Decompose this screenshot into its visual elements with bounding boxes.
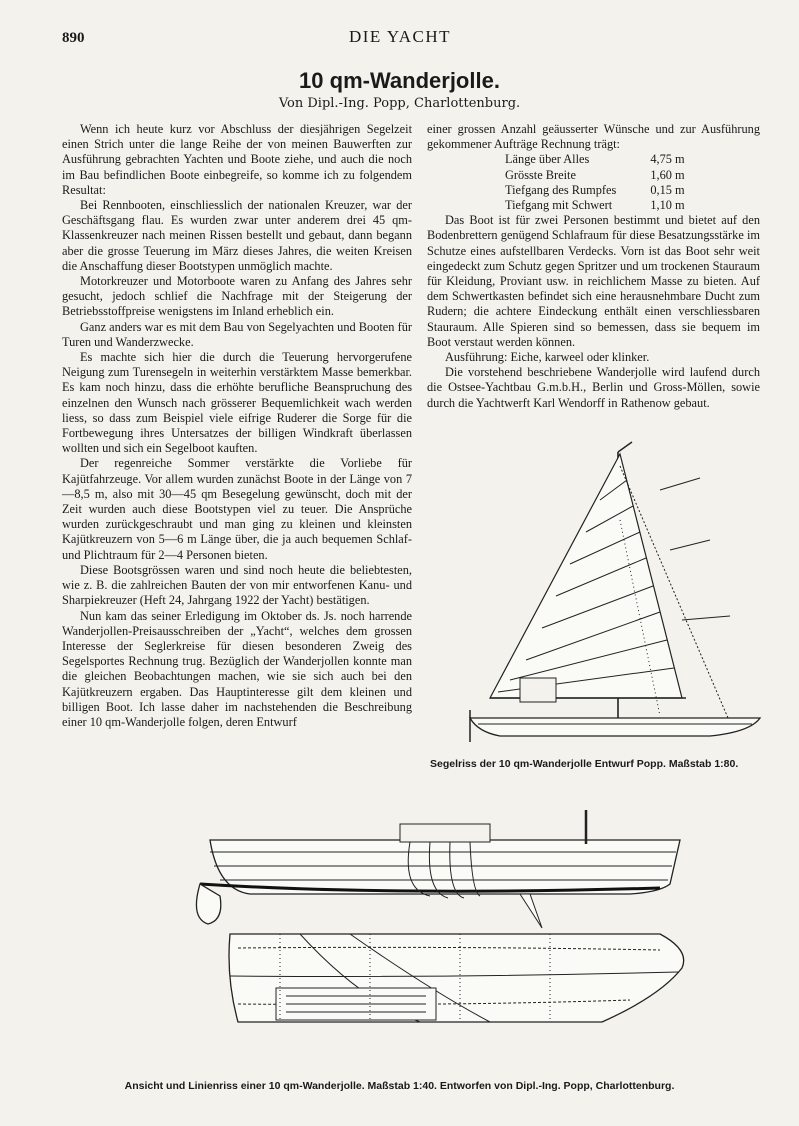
spec-value: 4,75 m (650, 152, 685, 167)
left-column (62, 122, 412, 730)
spec-label: Länge über Alles (505, 152, 590, 167)
page-number: 890 (62, 30, 85, 46)
running-title: DIE YACHT (348, 27, 452, 46)
hull-profile (210, 840, 680, 894)
paragraph: Nun kam das seiner Erledigung im Oktober ds. Js. noch harrende Wanderjollen-Preisausschreiben der „Yacht“, welches dem grossen Interesse der Seglerkreise für diesen besonderen Zweig des Segelsportes Rechnung trug. Bezüglich der Wanderjollen konnte man die gleichen Beobachtungen machen, wie sie sich auch bei den Kajütkreuzern ergaben. Das Hauptinteresse gilt dem kleinen und billigen Boot. Ich lasse daher im nachstehenden die Beschreibung einer 10 qm-Wanderjolle folgen, deren Entwurf (62, 608, 412, 729)
paragraph: Ganz anders war es mit dem Bau von Segelyachten und Booten für Turen und Wanderzwecke. (62, 319, 412, 349)
spec-value: 1,60 m (650, 167, 685, 182)
spec-value: 0,15 m (650, 182, 685, 197)
paragraph: Ausführung: Eiche, karweel oder klinker. (445, 350, 650, 365)
hull-lines-drawing (190, 800, 720, 1070)
table-row (505, 183, 685, 198)
paragraph: Diese Bootsgrössen waren und sind noch heute die beliebtesten, wie z. B. die zahlreichen Bauten der von mir entworfenen Kanu- und Sharpiekreuzer (Heft 24, Jahrgang 1922 der Yacht) bestätigen. (62, 562, 412, 608)
hull-lines-caption: Ansicht und Linienriss einer 10 qm-Wanderjolle. Maßstab 1:40. Entworfen von Dipl.-Ing. Popp, Charlottenburg. (124, 1080, 675, 1092)
paragraph: Der regenreiche Sommer verstärkte die Vorliebe für Kajütfahrzeuge. Vor allem wurden zunächst Boote in der Länge von 7—8,5 m, also mit 30—45 qm Besegelung gewünscht, doch mit der Zeit wurden auch diese Bootstypen viel zu teuer. Die Ansprüche wurden zurückgeschraubt und man ging zu kleinen und kleinsten Kajütkreuzern von 5—6 m Länge über, die ja auch bequemen Schlaf- und Plichtraum für 2—4 Personen bieten. (62, 456, 412, 562)
spec-value: 1,10 m (650, 198, 685, 213)
spec-label: Tiefgang des Rumpfes (505, 182, 617, 197)
right-column (427, 122, 760, 411)
spec-label: Grösste Breite (505, 167, 576, 182)
article-byline: Von Dipl.-Ing. Popp, Charlottenburg. (278, 96, 521, 111)
specs-table (505, 152, 685, 213)
paragraph: einer grossen Anzahl geäusserter Wünsche und zur Ausführung gekommener Aufträge Rechnung trägt: (427, 122, 760, 152)
article-title: 10 qm-Wanderjolle. (299, 68, 500, 93)
sail-plan-caption: Segelriss der 10 qm-Wanderjolle Entwurf Popp. Maßstab 1:80. (430, 758, 739, 770)
sail-plan-drawing (460, 440, 780, 750)
paragraph: Die vorstehend beschriebene Wanderjolle wird laufend durch die Ostsee-Yachtbau G.m.b.H., Berlin und Gross-Möllen, sowie durch die Yachtwerft Karl Wendorff in Rathenow gebaut. (427, 365, 760, 410)
sail-outline (490, 454, 682, 698)
paragraph: Es machte sich hier die durch die Teuerung hervorgerufene Neigung zum Turensegeln in weiterhin verstärktem Masse bemerkbar. Es kam noch hinzu, dass die erhöhte berufliche Beanspruchung des einzelnen den Wunsch nach grösserer Bequemlichkeit wach werden liess, so dass zum Beispiel viele eifrige Ruderer die Sorge für die Fortbewegung ihres Untersatzes der billigen Windkraft überlassen wollten und sich ein Segelboot kauften. (62, 350, 412, 456)
table-row (505, 198, 685, 213)
spec-label: Tiefgang mit Schwert (505, 198, 613, 213)
paragraph: Wenn ich heute kurz vor Abschluss der diesjährigen Segelzeit einen Strich unter die lange Reihe der von meinen Bauwerften zur Ausführung gebrachten Yachten und Boote ziehe, und auch die noch im Bau befindlichen Boote einbegreife, so komme ich zu folgendem Resultat: (62, 122, 412, 197)
paragraph: Das Boot ist für zwei Personen bestimmt und bietet auf den Bodenbrettern genügend Schlafraum für diese Besatzungsstärke im Schutze eines aufstellbaren Verdecks. Vorn ist das Boot sehr weit eingedeckt zum Schutz gegen Spritzer und um trockenen Stauraum für Kleidung, Proviant usw. in reichlichem Masse zu bieten. Auf dem Schwertkasten befindet sich eine herausnehmbare Ducht zum Rudern; die achtere Eindeckung enthält einen verschliessbaren Stauraum. Alle Spieren sind so bemessen, dass sie bequem im Boot verstaut werden können. (427, 213, 760, 349)
paragraph: Bei Rennbooten, einschliesslich der nationalen Kreuzer, war der Geschäftsgang flau. Es wurden zwar unter anderem drei 45 qm-Klassenkreuzer nach meinen Rissen bestellt und gebaut, dann begann aber die grosse Teuerung im März dieses Jahres, die weiten Kreisen die Anschaffung dieser Bootstypen unmöglich machte. (62, 198, 412, 273)
gaff-line (618, 442, 632, 452)
table-row (505, 168, 685, 183)
paragraph: Motorkreuzer und Motorboote waren zu Anfang des Jahres sehr gesucht, jedoch schlief die Nachfrage mit der Steigerung der Betriebsstoffpreise wenigstens im Inland erheblich ein. (62, 274, 412, 319)
table-row (505, 152, 685, 167)
